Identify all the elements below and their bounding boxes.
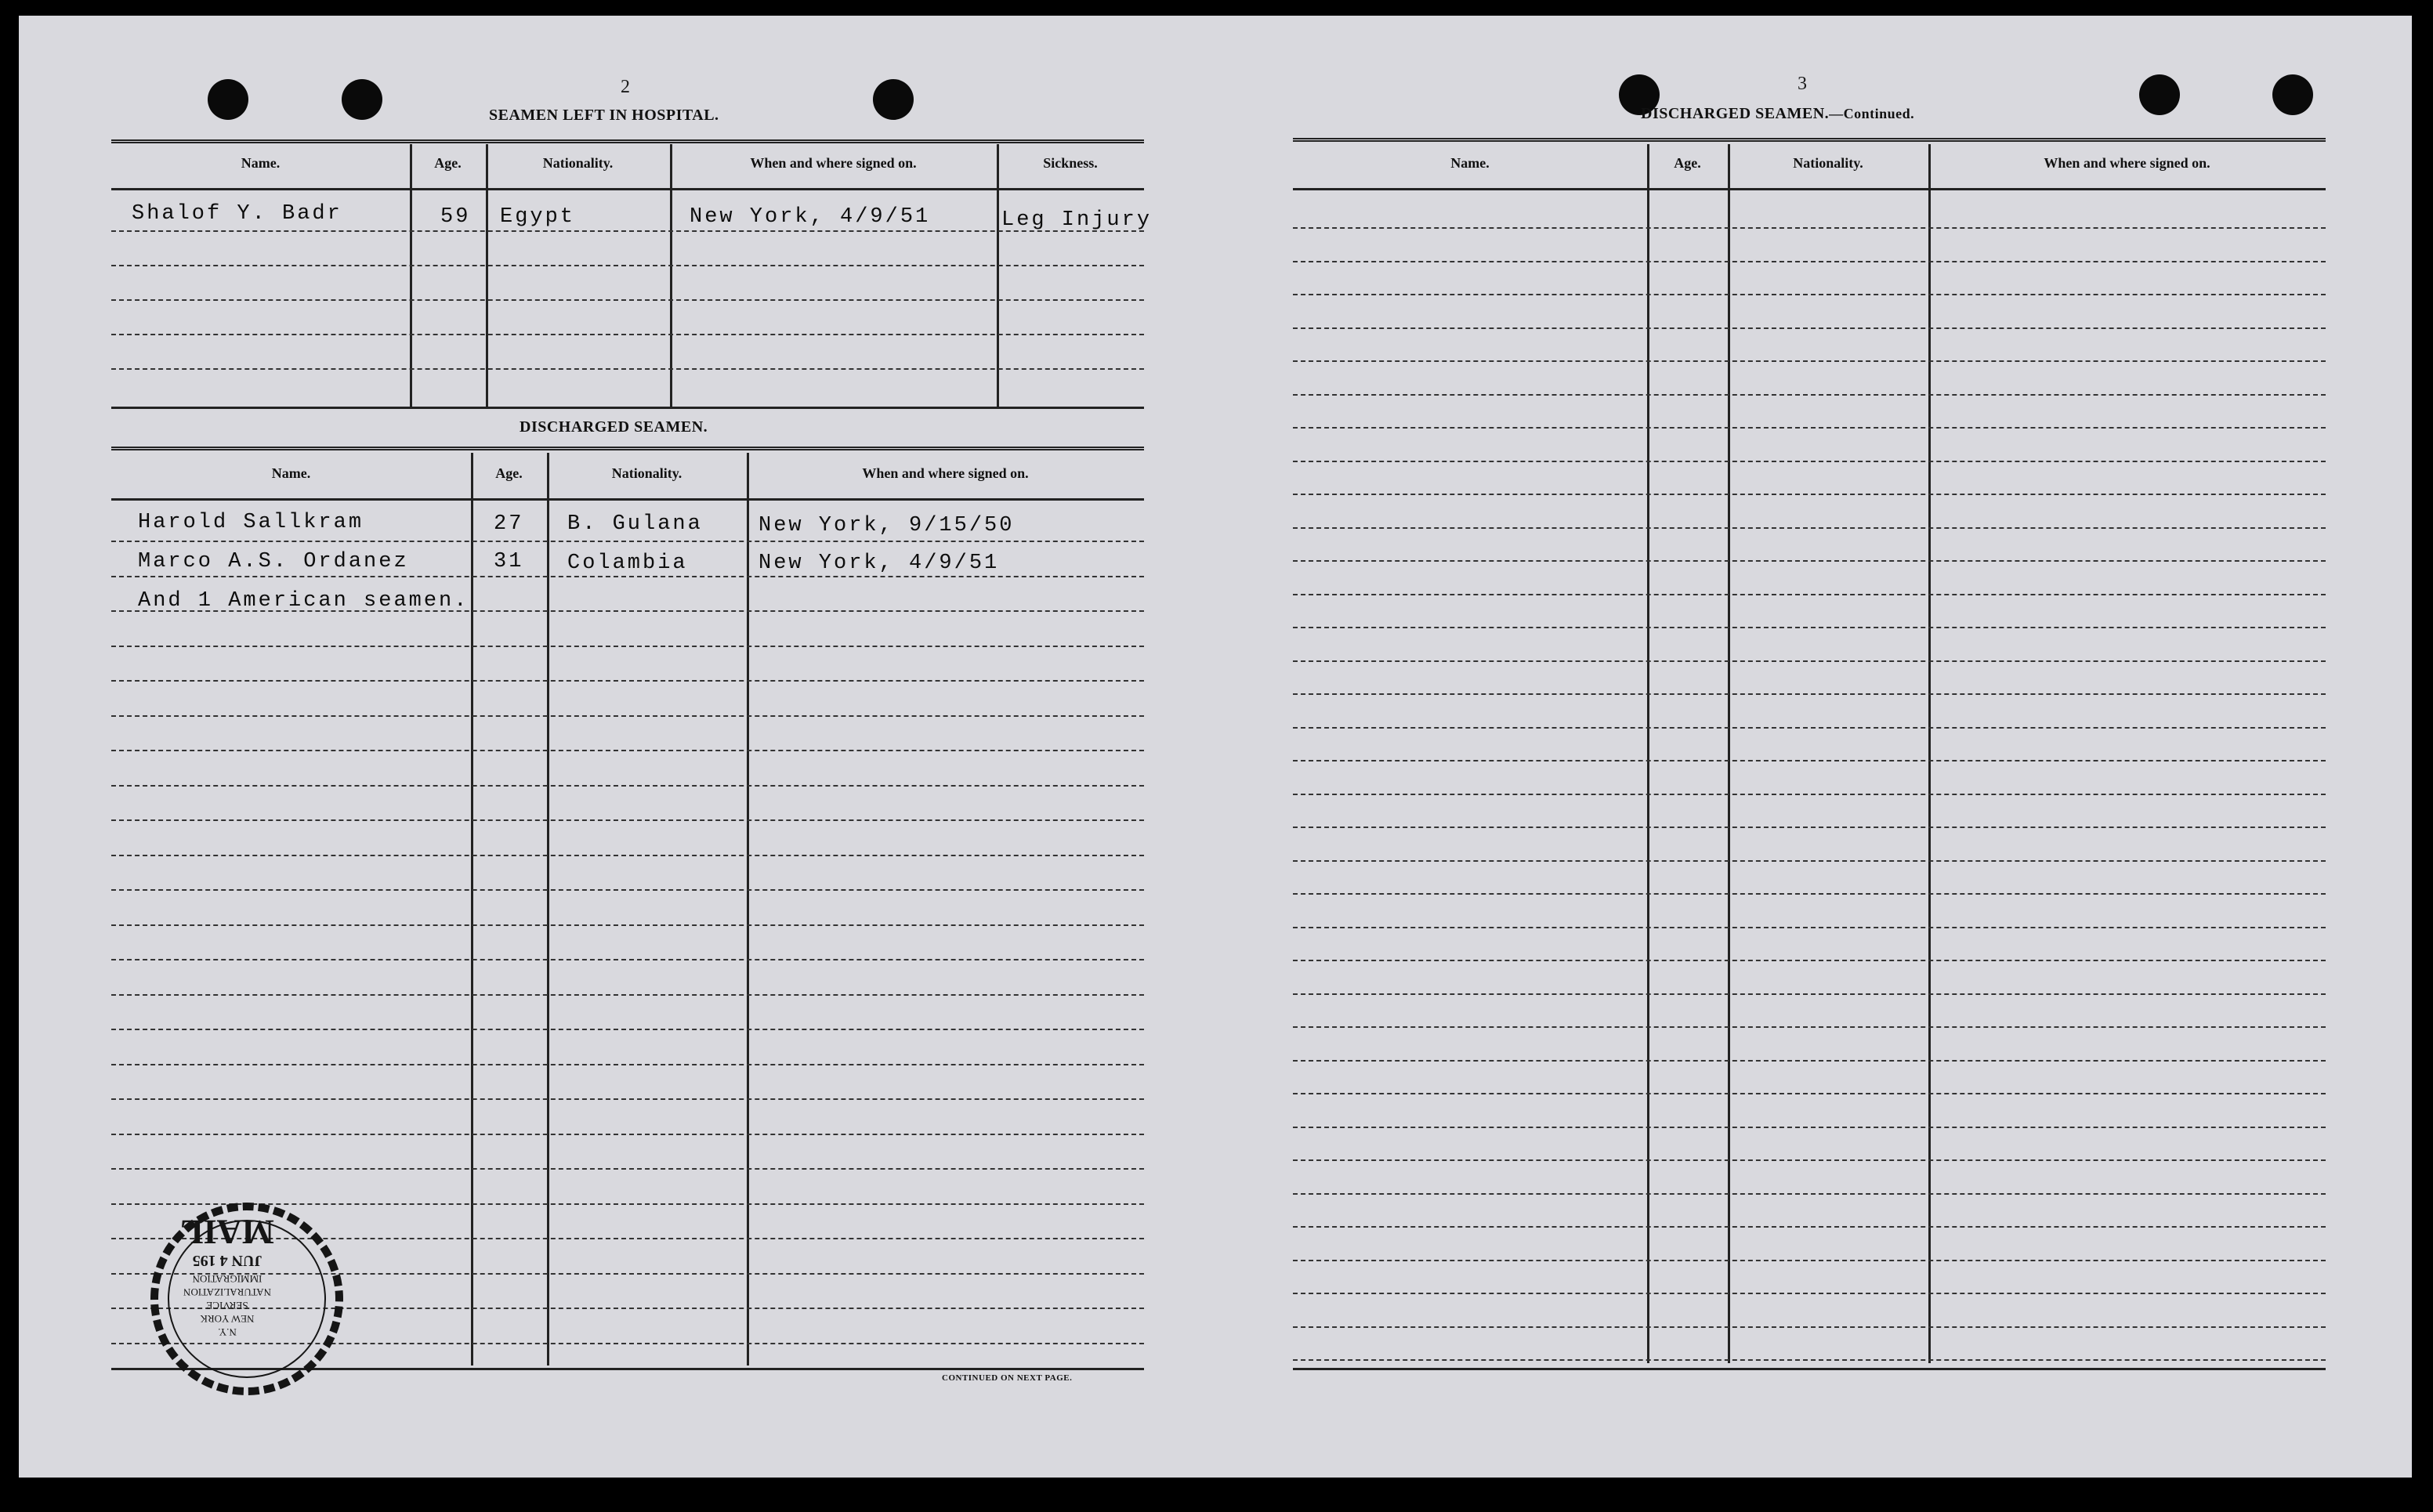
- ruled-line: [111, 994, 1144, 996]
- ruled-line: [1293, 294, 2326, 295]
- ruled-line: [111, 959, 1144, 960]
- ruled-line: [1293, 1093, 2326, 1094]
- column-divider: [471, 453, 473, 1366]
- ruled-line: [111, 715, 1144, 717]
- ruled-line: [111, 1098, 1144, 1100]
- ruled-line: [111, 924, 1144, 926]
- column-header: Name.: [1450, 155, 1490, 171]
- table-rule: [111, 188, 1144, 190]
- discharged-name: Harold Sallkram: [138, 511, 364, 534]
- ruled-line: [1293, 594, 2326, 595]
- ruled-line: [1293, 794, 2326, 795]
- column-header: Age.: [495, 465, 523, 481]
- ruled-line: [111, 1064, 1144, 1065]
- svg-text:IMMIGRATION: IMMIGRATION: [192, 1273, 262, 1285]
- table-rule: [111, 447, 1144, 450]
- ruled-line: [111, 265, 1144, 266]
- column-header: Name.: [271, 465, 311, 481]
- ruled-line: [1293, 1326, 2326, 1328]
- ruled-line: [1293, 893, 2326, 895]
- column-header: Nationality.: [542, 155, 614, 171]
- column-header: Nationality.: [1793, 155, 1863, 171]
- ruled-line: [1293, 1060, 2326, 1062]
- ruled-line: [111, 889, 1144, 891]
- column-divider: [997, 144, 999, 407]
- hospital-age: 59: [440, 205, 471, 229]
- ruled-line: [1293, 627, 2326, 628]
- column-divider: [547, 453, 549, 1366]
- column-header: Nationality.: [611, 465, 682, 481]
- svg-text:NATURALIZATION: NATURALIZATION: [183, 1286, 271, 1298]
- ruled-line: [111, 541, 1144, 542]
- ruled-line: [1293, 1293, 2326, 1294]
- ruled-line: [1293, 560, 2326, 562]
- column-header: When and where signed on.: [862, 465, 1029, 481]
- ruled-line: [1293, 927, 2326, 928]
- table-rule: [1293, 188, 2326, 190]
- ruled-line: [111, 334, 1144, 335]
- discharged-age: 27: [494, 512, 524, 536]
- section-title-discharged: DISCHARGED SEAMEN.: [520, 418, 708, 436]
- continued-note: CONTINUED ON NEXT PAGE.: [942, 1373, 1073, 1383]
- ruled-line: [1293, 660, 2326, 662]
- ruled-line: [111, 576, 1144, 577]
- ruled-line: [1293, 261, 2326, 262]
- discharged-age: 31: [494, 550, 524, 573]
- discharged-note: And 1 American seamen.: [138, 589, 469, 613]
- binder-hole: [873, 79, 914, 120]
- ruled-line: [1293, 1226, 2326, 1228]
- hospital-sickness: Leg Injury: [1001, 208, 1153, 232]
- discharged-signed-on: New York, 4/9/51: [759, 552, 1000, 575]
- column-divider: [670, 144, 672, 407]
- immigration-mail-stamp: [110, 1197, 384, 1401]
- ruled-line: [1293, 727, 2326, 729]
- ruled-line: [111, 785, 1144, 787]
- table-rule: [111, 139, 1144, 143]
- section-title-discharged-continued: DISCHARGED SEAMEN.—Continued.: [1641, 105, 1915, 122]
- ruled-line: [111, 368, 1144, 370]
- ruled-line: [1293, 693, 2326, 695]
- ruled-line: [1293, 427, 2326, 429]
- svg-text:N.Y.: N.Y.: [218, 1326, 237, 1338]
- ruled-line: [1293, 960, 2326, 961]
- ruled-line: [1293, 494, 2326, 495]
- ruled-line: [1293, 993, 2326, 995]
- section-title-hospital: SEAMEN LEFT IN HOSPITAL.: [489, 107, 719, 124]
- discharged-nationality: B. Gulana: [567, 512, 703, 536]
- column-header: Age.: [434, 155, 462, 171]
- ruled-line: [1293, 394, 2326, 396]
- ruled-line: [1293, 1193, 2326, 1195]
- ruled-line: [111, 299, 1144, 301]
- hospital-signed-on: New York, 4/9/51: [690, 205, 931, 229]
- table-rule: [1293, 138, 2326, 142]
- column-header: Sickness.: [1043, 155, 1098, 171]
- svg-text:NEW YORK: NEW YORK: [200, 1313, 255, 1325]
- discharged-signed-on: New York, 9/15/50: [759, 514, 1015, 537]
- ruled-line: [111, 750, 1144, 751]
- ruled-line: [1293, 1260, 2326, 1261]
- discharged-nationality: Colambia: [567, 552, 688, 575]
- ruled-line: [1293, 860, 2326, 862]
- page-number: 3: [1798, 74, 1807, 94]
- binder-hole: [2272, 74, 2313, 115]
- ruled-line: [111, 646, 1144, 647]
- ruled-line: [1293, 360, 2326, 362]
- ruled-line: [111, 855, 1144, 856]
- column-header: Name.: [241, 155, 281, 171]
- binder-hole: [342, 79, 382, 120]
- ruled-line: [1293, 1127, 2326, 1128]
- ruled-line: [1293, 461, 2326, 462]
- column-header: When and where signed on.: [750, 155, 917, 171]
- ruled-line: [111, 1168, 1144, 1170]
- stamp-mail-text: MAIL: [180, 1213, 274, 1251]
- ruled-line: [1293, 1359, 2326, 1361]
- binder-hole: [208, 79, 248, 120]
- column-divider: [486, 144, 488, 407]
- ruled-line: [1293, 227, 2326, 229]
- binder-hole: [2139, 74, 2180, 115]
- ruled-line: [1293, 527, 2326, 529]
- stamp-graphic: [110, 1197, 384, 1401]
- ruled-line: [1293, 760, 2326, 761]
- page-number: 2: [621, 77, 630, 97]
- column-divider: [747, 453, 749, 1366]
- ruled-line: [1293, 1159, 2326, 1161]
- column-header: When and where signed on.: [2044, 155, 2210, 171]
- table-rule: [1293, 1368, 2326, 1370]
- discharged-name: Marco A.S. Ordanez: [138, 550, 409, 573]
- ruled-line: [111, 1134, 1144, 1135]
- ruled-line: [1293, 827, 2326, 828]
- hospital-nationality: Egypt: [500, 205, 576, 229]
- ruled-line: [111, 1029, 1144, 1030]
- stamp-date: JUN 4 195: [192, 1252, 262, 1269]
- table-rule: [111, 407, 1144, 409]
- ruled-line: [111, 230, 1144, 232]
- column-header: Age.: [1674, 155, 1701, 171]
- svg-text:SERVICE: SERVICE: [206, 1300, 248, 1311]
- ruled-line: [111, 819, 1144, 821]
- ruled-line: [1293, 1026, 2326, 1028]
- column-divider: [410, 144, 412, 407]
- hospital-name: Shalof Y. Badr: [132, 202, 342, 226]
- ruled-line: [1293, 327, 2326, 329]
- ruled-line: [111, 680, 1144, 682]
- table-rule: [111, 498, 1144, 501]
